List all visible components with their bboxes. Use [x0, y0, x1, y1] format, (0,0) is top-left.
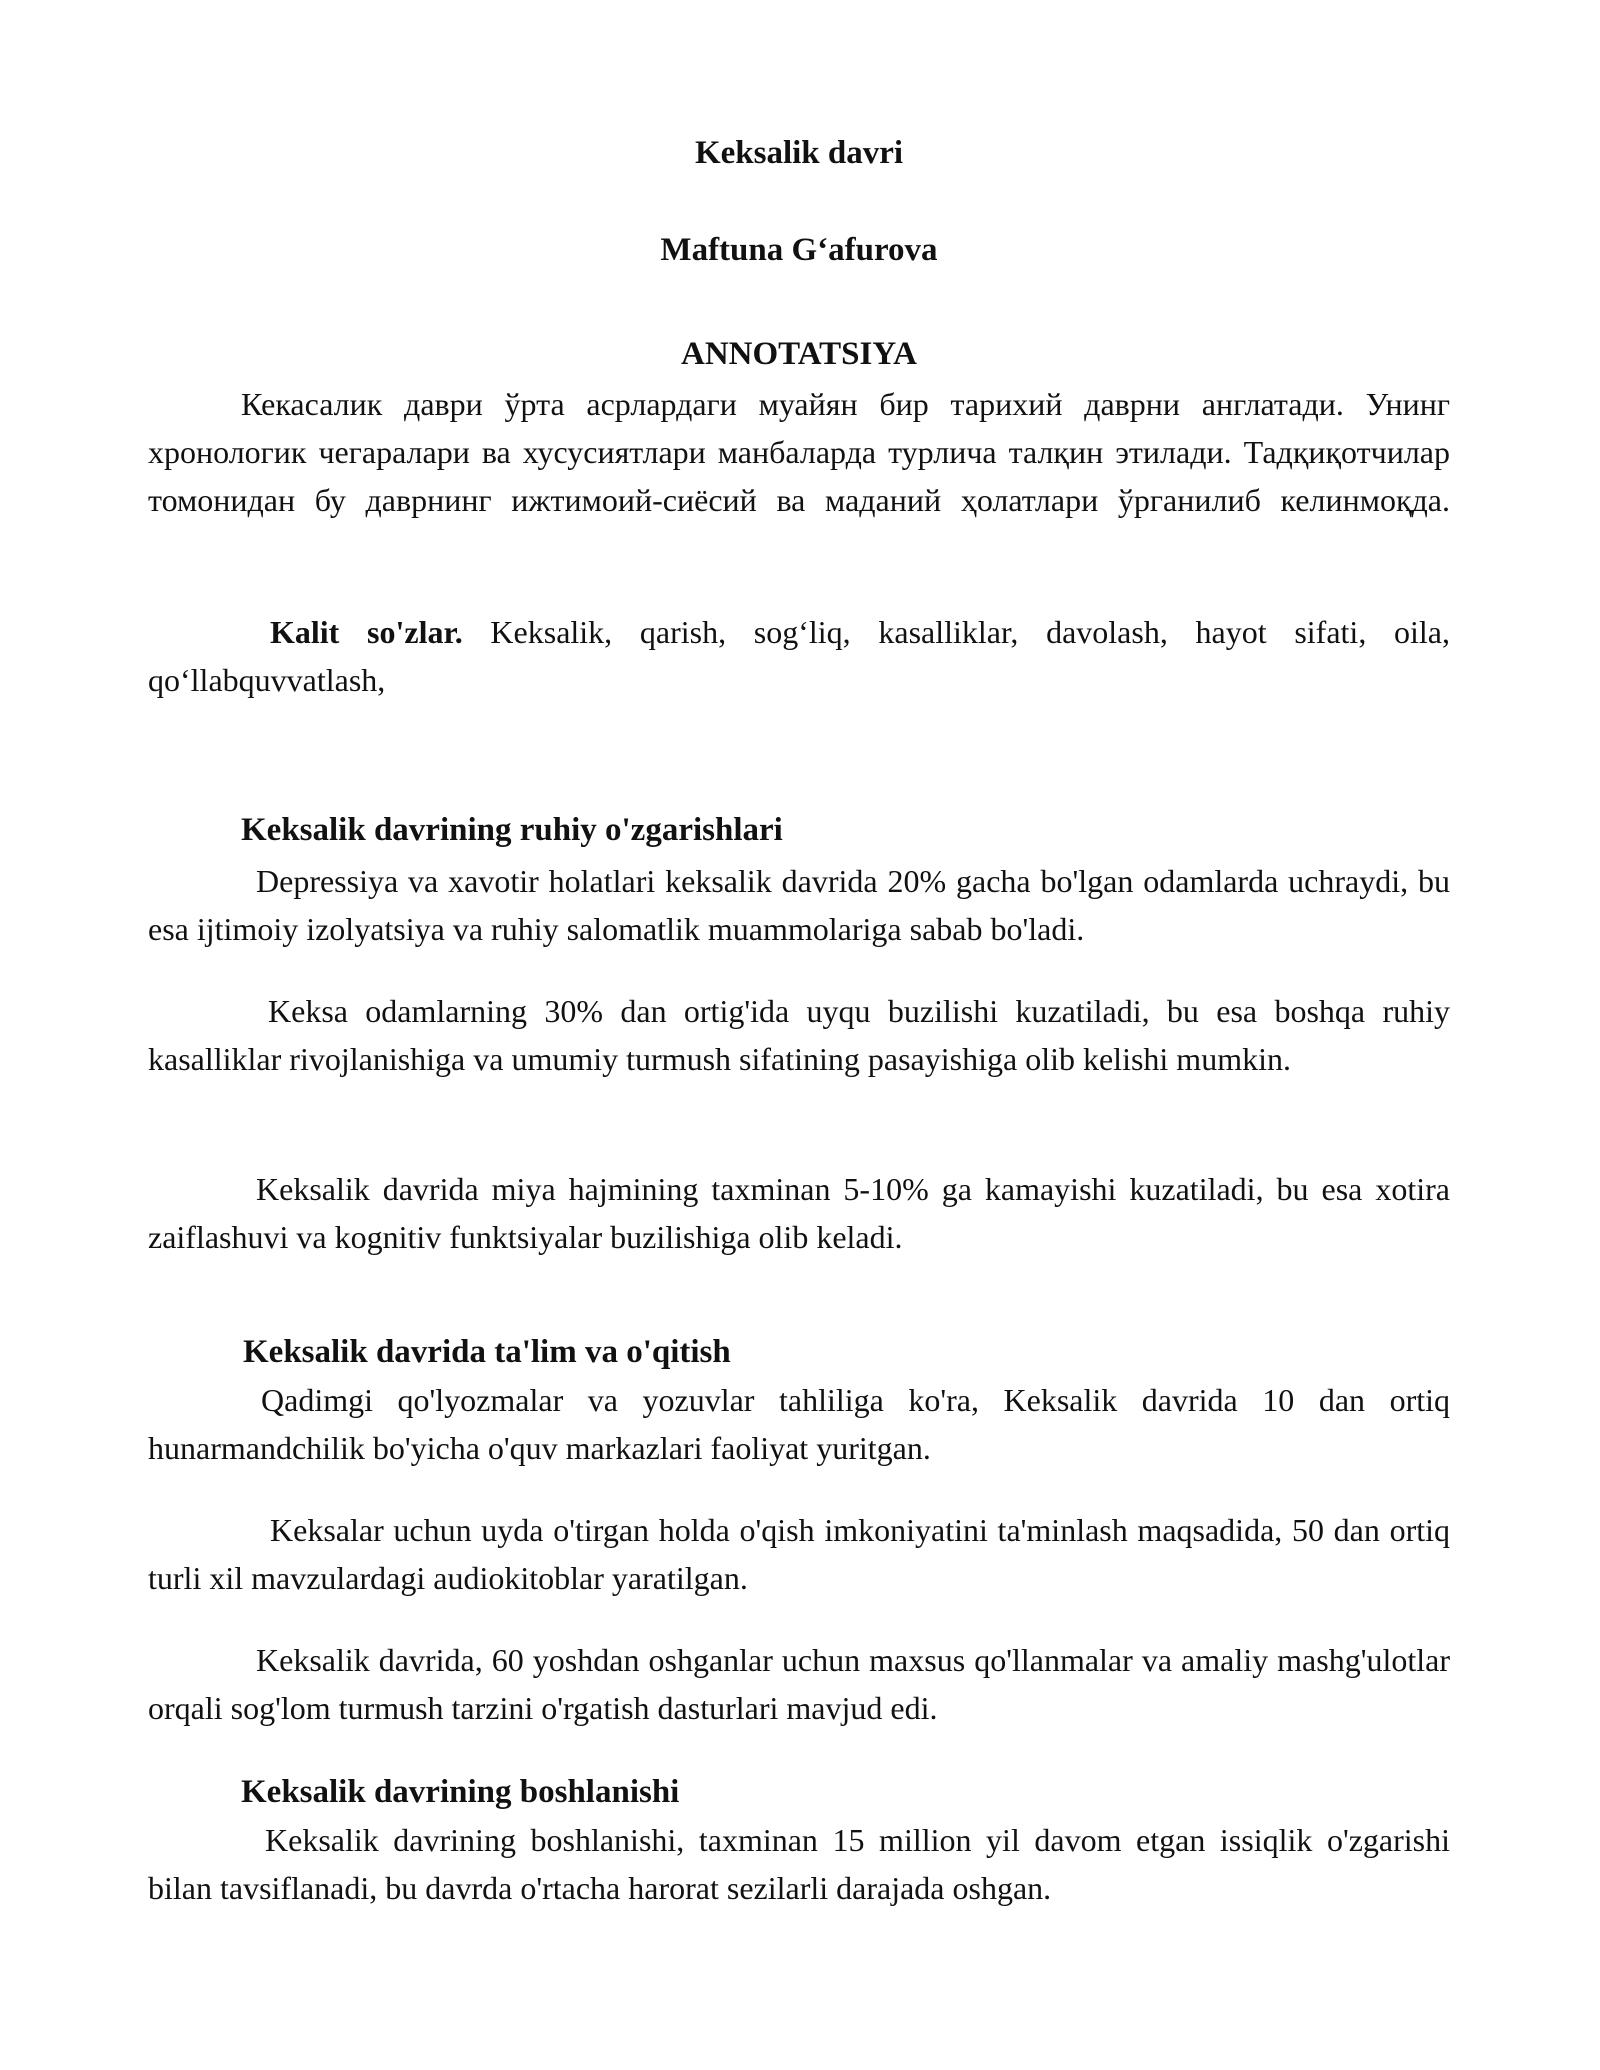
- section-paragraph: Keksalik davrining boshlanishi, taxminan 15 million yil davom etgan issiqlik o'zgarishi bilan tavsiflanadi, bu davrda o'rtacha harorat sezilarli darajada oshgan.: [148, 1822, 1450, 1906]
- document-title: Keksalik davri: [694, 135, 904, 171]
- section-heading: Keksalik davrining ruhiy o'zgarishlari: [241, 812, 783, 848]
- annotation-paragraph: Кекасалик даври ўрта асрлардаги муайян бир тарихий даврни англатади. Унинг хронологик чегаралари ва хусусиятлари манбаларда турлича талқин этилади. Тадқиқотчилар томонидан бу даврнинг ижтимоий-сиёсий ва маданий ҳолатлари ўрганилиб келинмоқда.: [148, 386, 1450, 518]
- section-paragraph: Depressiya va xavotir holatlari keksalik davrida 20% gacha bo'lgan odamlarda uchraydi, bu esa ijtimoiy izolyatsiya va ruhiy salomatlik muammolariga sabab bo'ladi.: [148, 863, 1450, 947]
- keywords-paragraph: [148, 608, 1450, 704]
- section-paragraph: Keksalar uchun uyda o'tirgan holda o'qish imkoniyatini ta'minlash maqsadida, 50 dan ortiq turli xil mavzulardagi audiokitoblar yaratilgan.: [148, 1512, 1450, 1596]
- section-paragraph: Keksalik davrida miya hajmining taxminan 5-10% ga kamayishi kuzatiladi, bu esa xotira zaiflashuvi va kognitiv funktsiyalar buzilishiga olib keladi.: [148, 1171, 1450, 1255]
- section-heading: Keksalik davrida ta'lim va o'qitish: [243, 1334, 731, 1370]
- section-heading: Keksalik davrining boshlanishi: [241, 1774, 680, 1810]
- section-paragraph: Keksalik davrida, 60 yoshdan oshganlar uchun maxsus qo'llanmalar va amaliy mashg'ulotlar orqali sog'lom turmush tarzini o'rgatish dasturlari mavjud edi.: [148, 1642, 1450, 1726]
- keywords-text: Keksalik, qarish, sog‘liq, kasalliklar, davolash, hayot sifati, oila, qo‘llabquvvatlash,: [148, 614, 1451, 698]
- annotation-heading: ANNOTATSIYA: [681, 336, 917, 372]
- section-paragraph: Keksa odamlarning 30% dan ortig'ida uyqu buzilishi kuzatiladi, bu esa boshqa ruhiy kasalliklar rivojlanishiga va umumiy turmush sifatining pasayishiga olib kelishi mumkin.: [148, 993, 1450, 1077]
- document-author: Maftuna G‘afurova: [660, 232, 938, 268]
- section-paragraph: Qadimgi qo'lyozmalar va yozuvlar tahliliga ko'ra, Keksalik davrida 10 dan ortiq hunarmandchilik bo'yicha o'quv markazlari faoliyat yuritgan.: [148, 1382, 1450, 1466]
- keywords-label: Kalit so'zlar.: [270, 614, 463, 650]
